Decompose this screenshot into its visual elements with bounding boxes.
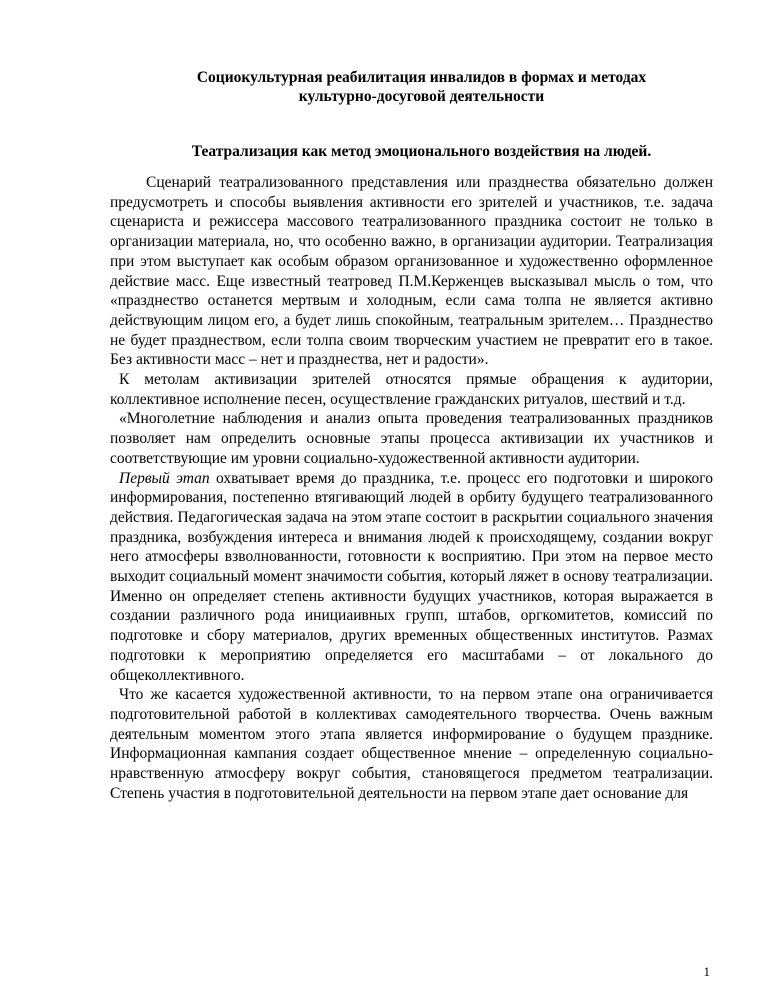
paragraph-4: [110, 469, 713, 686]
document-title: [110, 68, 713, 106]
document-title-line2: культурно-досуговой деятельности: [298, 88, 545, 105]
paragraph-4-italic-lead: Первый этап: [119, 469, 210, 487]
page-number: 1: [703, 964, 710, 979]
paragraph-3: «Многолетние наблюдения и анализ опыта проведения театрализованных праздников позволяет нам определить основные этапы процесса активизации их участников и соответствующие им уровни социально-художественной активности аудитории.: [110, 410, 713, 467]
paragraph-1: Сценарий театрализованного представления или празднества обязательно должен предусмотреть и способы выявления активности его зрителей и участников, т.е. задача сценариста и режиссера массового театрализованного праздника состоит не только в организации материала, но, что особенно важно, в организации аудитории. Театрализация при этом выступает как особым образом организованное и художественно оформленное действие масс. Еще известный театровед П.М.Керженцев высказывал мысль о том, что «празднество останется мертвым и холодным, если сама толпа не является активно действующим лицом его, а будет лишь спокойным, театральным зрителем… Празднество не будет празднеством, если толпа своим творческим участием не превратит его в такое. Без активности масс – нет и празднества, нет и радости».: [110, 174, 713, 369]
section-title: Театрализация как метод эмоционального воздействия на людей.: [191, 143, 652, 160]
paragraph-5: Что же касается художественной активности, то на первом этапе она ограничивается подготовительной работой в коллективах самодеятельного творчества. Очень важным деятельным моментом этого этапа является информирование о будущем празднике. Информационная кампания создает общественное мнение – определенную социально-нравственную атмосферу вокруг события, становящегося предметом театрализации. Степень участия в подготовительной деятельности на первом этапе дает основание для: [110, 686, 713, 802]
document-page: [110, 68, 713, 804]
document-body: [110, 173, 713, 804]
paragraph-4-text: охватывает время до праздника, т.е. процесс его подготовки и широкого информирования, постепенно втягивающий людей в орбиту будущего театрализованного действия. Педагогическая задача на этом этапе состоит в раскрытии социального значения праздника, возбуждения интереса и внимания людей к происходящему, создании вокруг него атмосферы взволнованности, готовности к восприятию. При этом на первое место выходит социальный момент значимости события, который ляжет в основу театрализации. Именно он определяет степень активности будущих участников, которая выражается в создании различного рода инициаивных групп, штабов, оргкомитетов, комиссий по подготовке и сбору материалов, других временных общественных институтов. Размах подготовки к мероприятию определяется его масштабами – от локального до общеколлективного.: [110, 469, 713, 684]
paragraph-2: К метолам активизации зрителей относятся прямые обращения к аудитории, коллективное исполнение песен, осуществление гражданских ритуалов, шествий и т.д.: [110, 371, 713, 408]
document-title-line1: Социокультурная реабилитация инвалидов в формах и методах: [196, 69, 647, 86]
